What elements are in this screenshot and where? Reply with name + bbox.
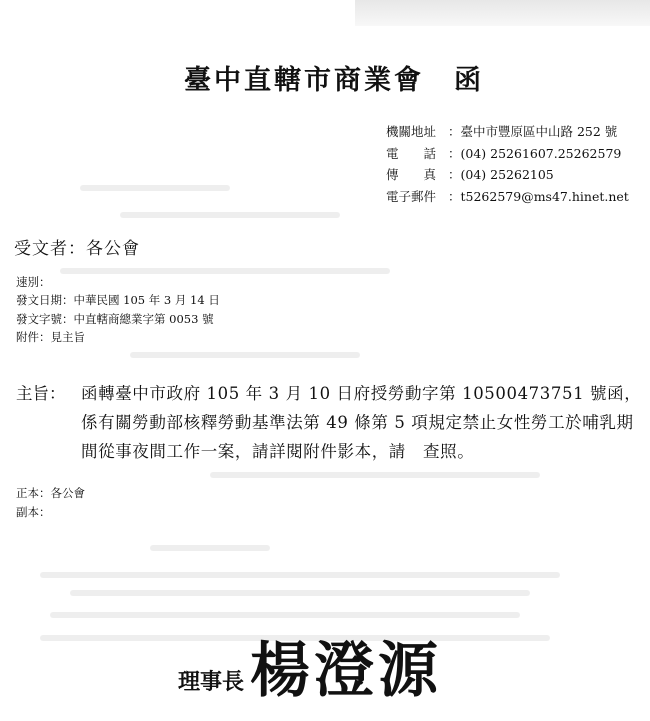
email-value: ：t5262579@ms47.hinet.net	[448, 188, 629, 204]
address-block	[386, 121, 629, 207]
bleed-through-line	[40, 572, 560, 578]
signature-title: 理事長	[178, 670, 245, 695]
fax-value: ：(04) 25262105	[448, 167, 554, 182]
recipient: 受文者：各公會	[14, 239, 140, 259]
subject-body: 函轉臺中市政府 105 年 3 月 10 日府授勞動字第 10500473751 號函，係有關勞動部核釋勞動基準法第 49 條第 5 項規定禁止女性勞工於哺乳期間從事夜間工作一案，請詳閱附件影本，請 查照。	[81, 384, 642, 461]
subject-block	[16, 379, 647, 466]
phone-row	[386, 143, 629, 165]
document-title: 臺中直轄市商業會 函	[184, 65, 484, 96]
email-row	[386, 186, 629, 208]
scan-shadow	[355, 0, 650, 26]
phone-value: ：(04) 25261607.25262579	[448, 145, 622, 161]
main-distribution: 正本：各公會	[16, 486, 85, 500]
number-line: 發文字號：中直轄商總業字第 0053 號	[16, 311, 214, 326]
phone-label: 電 話	[386, 145, 437, 161]
bleed-through-line	[120, 212, 340, 218]
address-value: ：臺中市豐原區中山路 252 號	[448, 124, 618, 139]
signature-name: 楊澄源	[250, 636, 443, 706]
subject-label: 主旨：	[16, 384, 66, 403]
attachment-line: 附件：見主旨	[16, 329, 85, 344]
copy-distribution: 副本：	[16, 505, 51, 519]
bleed-through-line	[150, 545, 270, 551]
bleed-through-line	[210, 472, 540, 478]
meta-block	[16, 273, 220, 346]
bleed-through-line	[70, 590, 530, 596]
signature-block	[178, 636, 442, 706]
bleed-through-line	[80, 185, 230, 191]
bleed-through-line	[50, 612, 520, 618]
fax-row	[386, 164, 629, 186]
speed-line: 速別：	[16, 275, 51, 289]
address-row	[386, 121, 629, 143]
fax-label: 傳 真	[386, 167, 437, 182]
distribution-block	[16, 484, 85, 522]
address-label: 機關地址	[386, 124, 437, 139]
email-label: 電子郵件	[386, 188, 437, 204]
bleed-through-line	[130, 352, 360, 358]
date-line: 發文日期：中華民國 105 年 3 月 14 日	[16, 293, 220, 308]
